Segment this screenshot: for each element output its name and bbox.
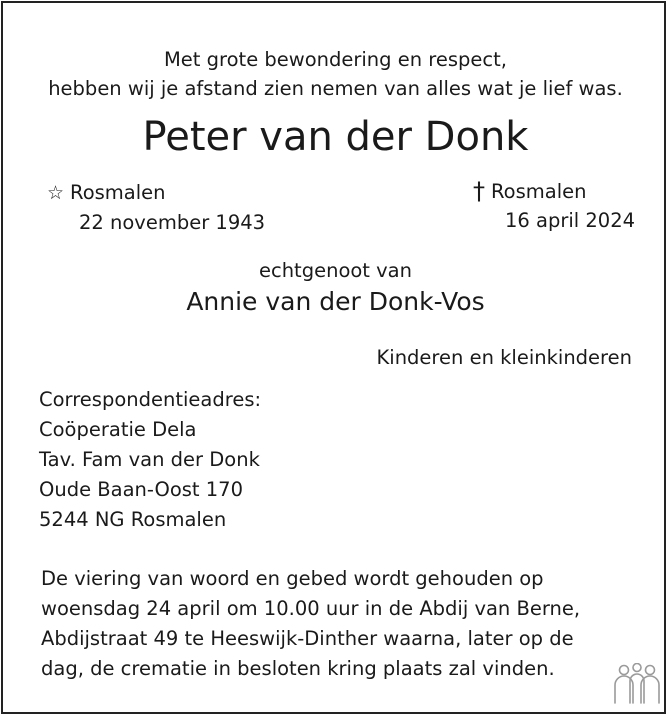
death-place: Rosmalen [491, 180, 587, 203]
star-icon: ☆ [47, 182, 65, 204]
address-line: Correspondentieadres: [39, 388, 262, 411]
intro-line-2: hebben wij je afstand zien nemen van alles wat je lief was. [48, 77, 623, 100]
spouse-name: Annie van der Donk-Vos [186, 287, 485, 316]
ceremony-line: dag, de crematie in besloten kring plaats zal vinden. [41, 657, 555, 680]
correspondence-address [39, 385, 261, 535]
ceremony-info [41, 564, 580, 684]
address-line: Coöperatie Dela [39, 418, 197, 441]
address-line: Oude Baan-Oost 170 [39, 478, 243, 501]
address-line: 5244 NG Rosmalen [39, 508, 227, 531]
death-info [473, 177, 586, 206]
birth-date: 22 november 1943 [79, 211, 266, 234]
spouse-label: echtgenoot van [258, 259, 412, 282]
signature: Kinderen en kleinkinderen [376, 346, 632, 369]
address-line: Tav. Fam van der Donk [39, 448, 260, 471]
ceremony-line: Abdijstraat 49 te Heeswijk-Dinther waarna, later op de [41, 627, 574, 650]
birth-info [47, 179, 166, 207]
deceased-name: Peter van der Donk [142, 114, 529, 160]
death-date: 16 april 2024 [505, 209, 636, 232]
intro-line-1: Met grote bewondering en respect, [163, 48, 507, 71]
ceremony-line: De viering van woord en gebed wordt gehouden op [41, 567, 544, 590]
family-figures-logo-icon [611, 663, 663, 705]
birth-place: Rosmalen [70, 181, 166, 204]
ceremony-line: woensdag 24 april om 10.00 uur in de Abdij van Berne, [41, 597, 581, 620]
announcement-card [1, 1, 666, 714]
cross-icon: † [473, 177, 485, 205]
